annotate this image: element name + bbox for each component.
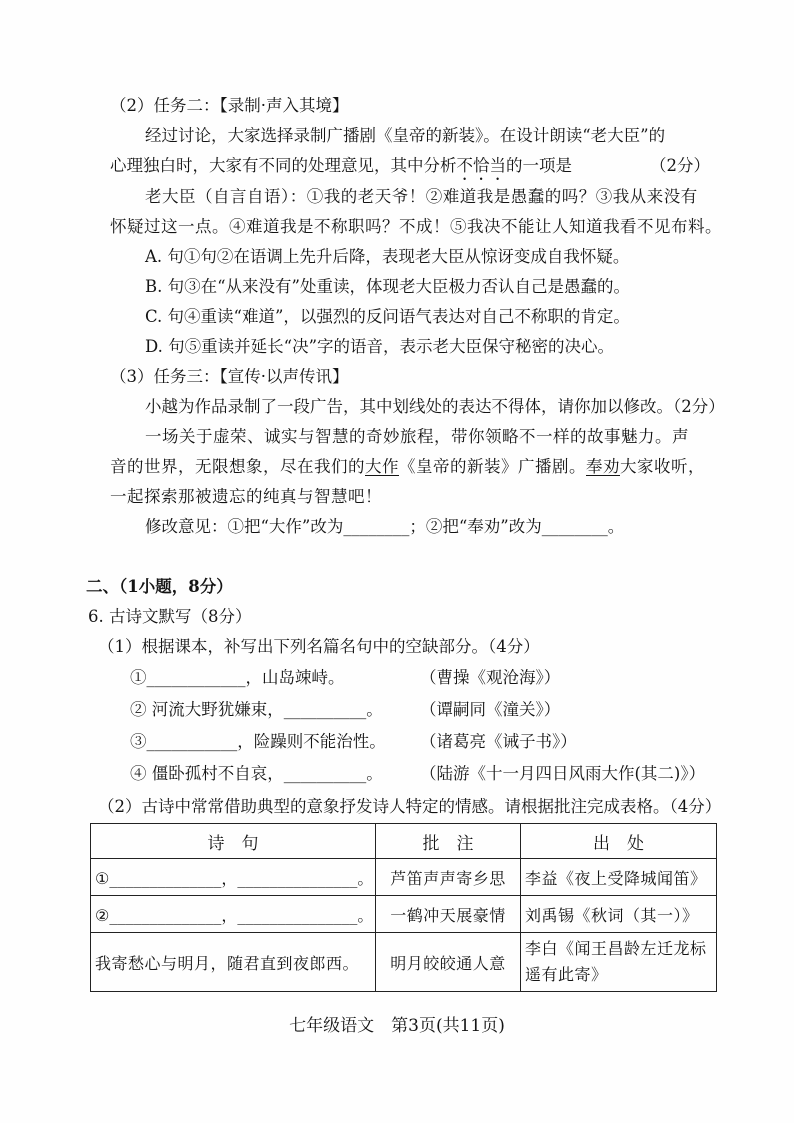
underlined-fengquan: 奉劝 <box>586 457 620 476</box>
task2-paragraph-line2 <box>110 152 710 184</box>
monologue-line2: 怀疑过这一点。④难道我是不称职吗？不成！⑤我决不能让人知道我看不见布料。 <box>110 217 722 236</box>
emphasis-not-appropriate: 不恰当 <box>456 156 506 175</box>
fill-instruction: （1）根据课本，补写出下列名篇名句中的空缺部分。（4分） <box>98 637 540 656</box>
poem-table <box>90 823 717 992</box>
fill-item-1[interactable]: ①____________，山岛竦峙。 <box>130 668 345 687</box>
header-poem: 诗 句 <box>91 824 376 859</box>
poem-3: 我寄愁心与明月，随君直到夜郎西。 <box>91 933 376 992</box>
revision-blank-1[interactable]: ________ <box>343 517 410 536</box>
task2-score: （2分） <box>650 156 710 175</box>
header-source: 出 处 <box>521 824 717 859</box>
note-1: 芦笛声声寄乡思 <box>376 859 521 896</box>
source-2: 刘禹锡《秋词（其一）》 <box>521 896 717 933</box>
table-row <box>91 896 717 933</box>
fill-item-4[interactable]: ④ 僵卧孤村不自哀，__________。 <box>130 764 383 783</box>
option-c[interactable]: C. 句④重读“难道”，以强烈的反问语气表达对自己不称职的肯定。 <box>145 307 630 326</box>
ad-line1: 一场关于虚荣、诚实与智慧的奇妙旅程，带你领略不一样的故事魅力。声 <box>145 427 689 446</box>
ad-line2 <box>110 453 705 477</box>
task3-heading: （3）任务三：【宣传·以声传讯】 <box>110 367 349 386</box>
revision-blank-2[interactable]: ________ <box>541 517 608 536</box>
table-instruction: （2）古诗中常常借助典型的意象抒发诗人特定的情感。请根据批注完成表格。（4分） <box>98 797 722 816</box>
ad-line2-c: 大家收听， <box>620 457 705 476</box>
fill-source-1: （曹操《观沧海》） <box>420 668 561 687</box>
page-footer: 七年级语文 第3页(共11页) <box>289 1016 505 1036</box>
table-header-row <box>91 824 717 859</box>
task2-paragraph-line2-end: 的一项是 <box>506 156 572 175</box>
table-row <box>91 933 717 992</box>
ad-line2-a: 音的世界，无限想象，尽在我们的 <box>110 457 365 476</box>
table-row <box>91 859 717 896</box>
poem-blank-2[interactable]: ②______________，_______________。 <box>91 896 376 933</box>
revision-end: 。 <box>607 517 625 536</box>
fill-source-2: （谭嗣同《潼关》） <box>420 700 561 719</box>
ad-line2-b: 《皇帝的新装》广播剧。 <box>399 457 586 476</box>
note-3: 明月皎皎通人意 <box>376 933 521 992</box>
option-a[interactable]: A. 句①句②在语调上先升后降，表现老大臣从惊讶变成自我怀疑。 <box>145 247 630 266</box>
task2-heading: （2）任务二：【录制·声入其境】 <box>110 96 349 115</box>
poem-blank-1[interactable]: ①______________，_______________。 <box>91 859 376 896</box>
note-2: 一鹤冲天展豪情 <box>376 896 521 933</box>
task3-instruction: 小越为作品录制了一段广告，其中划线处的表达不得体，请你加以修改。（2分） <box>145 397 725 416</box>
source-3: 李白《闻王昌龄左迁龙标遥有此寄》 <box>521 933 717 992</box>
revision-label-2: ；②把“奉劝”改为 <box>409 517 542 536</box>
task2-paragraph-line2-text: 心理独白时，大家有不同的处理意见，其中分析 <box>110 156 457 175</box>
revision-label-1: 修改意见：①把“大作”改为 <box>145 517 344 536</box>
fill-item-3[interactable]: ③___________，险躁则不能治性。 <box>130 732 386 751</box>
section2-heading: 二、（1小题，8分） <box>86 577 233 596</box>
ad-line3: 一起探索那被遗忘的纯真与智慧吧！ <box>110 487 382 506</box>
fill-source-3: （诸葛亮《诫子书》） <box>420 732 577 751</box>
source-1: 李益《夜上受降城闻笛》 <box>521 859 717 896</box>
header-note: 批 注 <box>376 824 521 859</box>
revision-line <box>145 513 624 537</box>
question6-title: 6. 古诗文默写（8分） <box>88 607 252 626</box>
fill-source-4: （陆游《十一月四日风雨大作(其二)》） <box>420 764 706 783</box>
monologue-line1: 老大臣（自言自语）：①我的老天爷！②难道我是愚蠢的吗？③我从来没有 <box>145 187 698 206</box>
option-d[interactable]: D. 句⑤重读并延长“决”字的语音，表示老大臣保守秘密的决心。 <box>145 337 615 356</box>
fill-item-2[interactable]: ② 河流大野犹嫌束，__________。 <box>130 700 383 719</box>
underlined-dazuo: 大作 <box>365 457 399 476</box>
task2-paragraph-line1: 经过讨论，大家选择录制广播剧《皇帝的新装》。在设计朗读“老大臣”的 <box>145 126 666 145</box>
option-b[interactable]: B. 句③在“从来没有”处重读，体现老大臣极力否认自己是愚蠢的。 <box>145 277 630 296</box>
